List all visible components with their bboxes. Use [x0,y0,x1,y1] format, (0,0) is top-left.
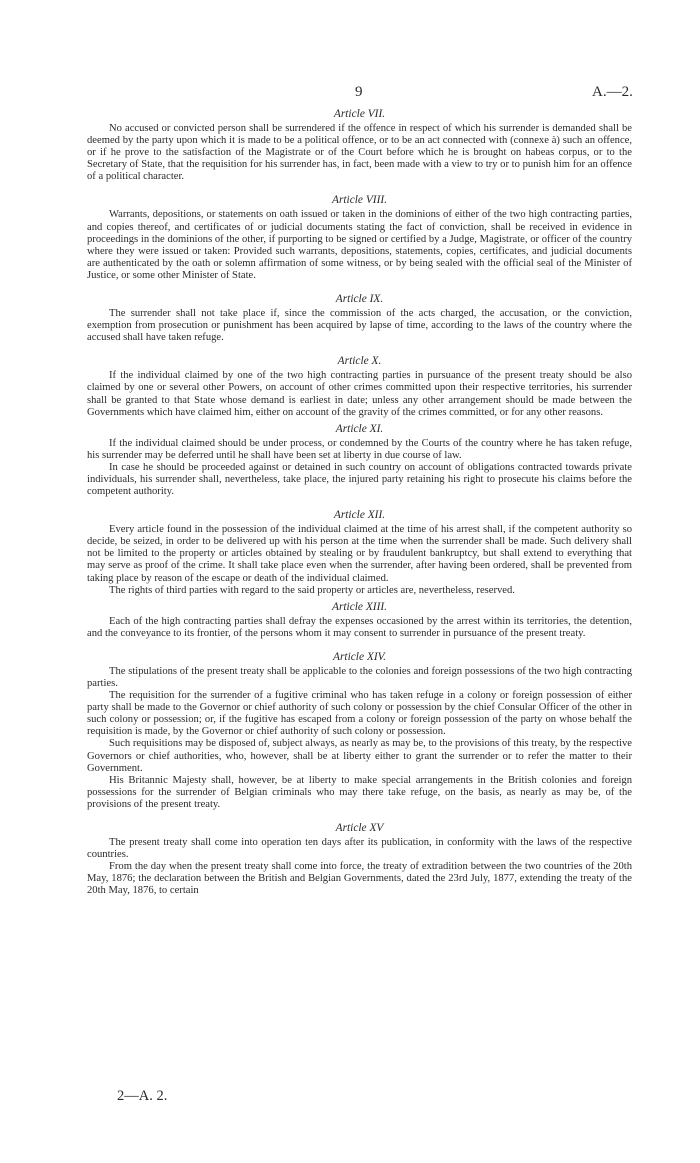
article-xv [87,822,632,897]
article-xiv [87,651,632,811]
article-paragraph: Each of the high contracting parties shall defray the expenses occasioned by the arrest within its territories, the detention, and the conveyance to its frontier, of the persons whom it may consent to surrender in pursuance of the present treaty. [87,615,632,639]
article-paragraph: The surrender shall not take place if, since the commission of the acts charged, the accusation, or the conviction, exemption from prosecution or punishment has been acquired by lapse of time, according to the laws of the country where the accused shall have taken refuge. [87,308,632,344]
article-heading: Article XII. [333,509,386,522]
article-paragraph: The rights of third parties with regard to the said property or articles are, nevertheless, reserved. [109,584,515,596]
article-paragraph: From the day when the present treaty shall come into force, the treaty of extradition between the two countries of the 20th May, 1876; the declaration between the British and Belgian Governments, dated the 23rd July, 1877, extending the treaty of the 20th May, 1876, to certain [87,861,632,897]
article-x [87,355,632,418]
article-xi [87,423,632,498]
article-vii [87,108,632,183]
article-heading: Article IX. [335,293,384,306]
article-heading: Article X. [337,355,382,368]
article-paragraph: Every article found in the possession of the individual claimed at the time of his arrest shall, if the competent authority so decide, be seized, in order to be delivered up with his person at the time when the surrender shall be made. Such delivery shall not be limited to the property or articles obtained by stealing or by fraudulent bankruptcy, but shall extend to everything that may serve as proof of the crime. It shall take place even when the surrender, after having been ordered, shall be prevented from taking place by reason of the escape or death of the individual claimed. [87,524,632,584]
article-paragraph: Such requisitions may be disposed of, subject always, as nearly as may be, to the provisions of this treaty, by the respective Governors or chief authorities, who, however, shall be at liberty either to grant the surrender or to refer the matter to their Government. [87,738,632,774]
article-paragraph: In case he should be proceeded against or detained in such country on account of obligations contracted towards private individuals, his surrender shall, nevertheless, take place, the injured party retaining his right to prosecute his claims before the competent authority. [87,461,632,498]
article-paragraph: The present treaty shall come into operation ten days after its publication, in conformity with the laws of the respective countries. [87,837,632,861]
article-paragraph: If the individual claimed should be under process, or condemned by the Courts of the country where he has taken refuge, his surrender may be deferred until he shall have been set at liberty in due course of law. [87,437,632,461]
article-heading: Article XIV. [333,650,386,663]
article-paragraph: No accused or convicted person shall be surrendered if the offence in respect of which his surrender is demanded shall be deemed by the party upon which it is made to be a political offence, or to be an act connected with (connexe à) such an offence, or if he prove to the satisfaction of the Magistrate or of the Court before which he is brought on habeas corpus, or to the Secretary of State, that the requisition for his surrender has, in fact, been made with a view to try or to punish him for an offence of a political character. [87,123,632,183]
article-heading: Article VIII. [331,194,388,207]
article-heading: Article VII. [333,108,386,120]
article-xii [87,509,632,597]
document-body [87,108,632,898]
article-paragraph: His Britannic Majesty shall, however, be at liberty to make special arrangements in the British colonies and foreign possessions for the surrender of Belgian criminals who may there take refuge, on the basis, as nearly as may be, of the provisions of the present treaty. [87,774,632,810]
article-paragraph: Warrants, depositions, or statements on oath issued or taken in the dominions of either of the two high contracting parties, and copies thereof, and certificates of or judicial documents stating the fact of conviction, shall be received in evidence in proceedings in the dominions of the other, if purporting to be signed or certified by a Judge, Magistrate, or officer of the country where they were issued or taken: Provided such warrants, depositions, statements, copies, certificates, and judicial documents are authenticated by the oath or solemn affirmation of some witness, or by being sealed with the official seal of the Minister of Justice, or some other Minister of State. [87,209,632,281]
article-heading: Article XV [335,822,384,835]
page-header [0,84,700,104]
document-reference: A.—2. [592,84,633,100]
page-number: 9 [355,84,363,100]
article-ix [87,293,632,344]
article-paragraph: The requisition for the surrender of a fugitive criminal who has taken refuge in a colony or foreign possession of either party shall be made to the Governor or chief authority of such colony or possession by the chief Consular Officer of the other in such colony or possession; or, if the fugitive has escaped from a colony or foreign possession of the party on whose behalf the requisition is made, by the Governor or chief authority of such colony or possession. [87,690,632,738]
article-viii [87,194,632,282]
article-heading: Article XI. [335,422,384,435]
article-paragraph: If the individual claimed by one of the two high contracting parties in pursuance of the present treaty should be also claimed by one or several other Powers, on account of other crimes committed upon their respective territories, his surrender shall be granted to that State whose demand is earliest in date; unless any other arrangement should be made between the Governments which have claimed him, either on account of the gravity of the crimes committed, or for any other reasons. [87,370,632,418]
article-heading: Article XIII. [331,600,388,613]
article-paragraph: The stipulations of the present treaty shall be applicable to the colonies and foreign possessions of the two high contracting parties. [87,665,632,689]
article-xiii [87,601,632,640]
signature-reference: 2—A. 2. [117,1088,168,1104]
